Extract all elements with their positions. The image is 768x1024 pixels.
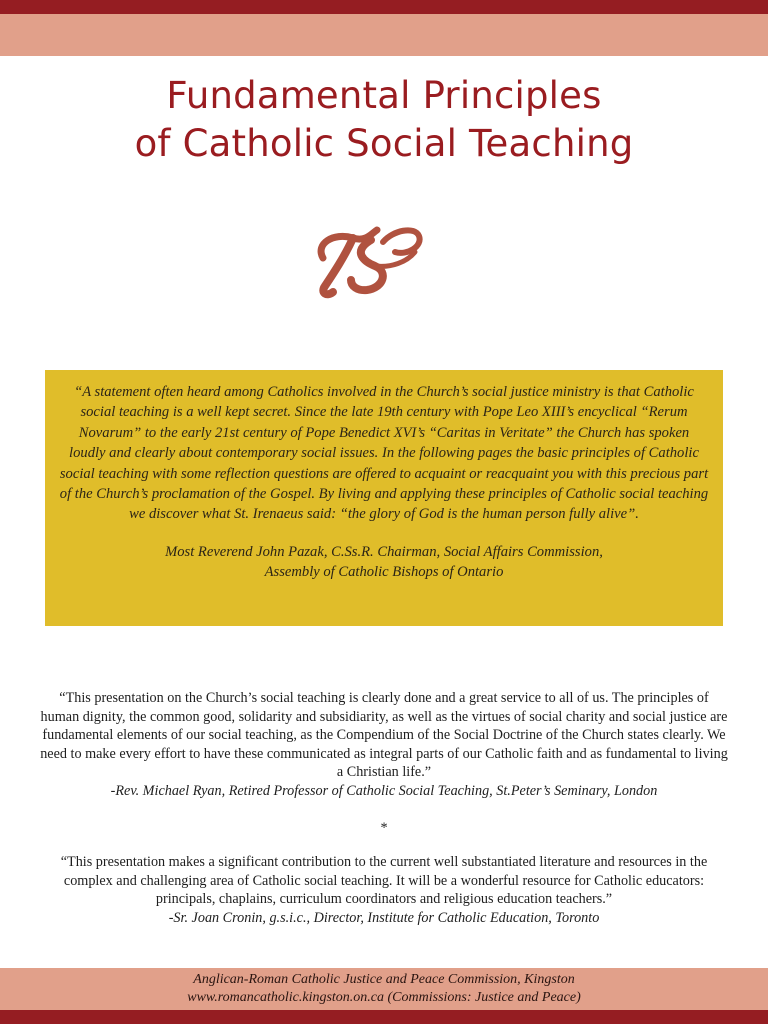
testimonial-text: “This presentation on the Church’s social teaching is clearly done and a great service to all of us. The principles of human dignity, the common good, solidarity and subsidiarity, as well as the virtues of social charity and social justice are fundamental elements of our social teaching, as the Compendium of the Social Doctrine of the Church states clearly. We need to make every effort to have these communicated as integral parts of our Catholic faith and as fundamental to living a Christian life.” xyxy=(40,690,728,781)
title-line-2: of Catholic Social Teaching xyxy=(134,122,634,165)
footer-band xyxy=(0,968,768,1010)
attribution-line-2: Assembly of Catholic Bishops of Ontario xyxy=(264,564,504,581)
attribution-line-1: Most Reverend John Pazak, C.Ss.R. Chairman, Social Affairs Commission, xyxy=(165,543,603,560)
testimonials-section xyxy=(40,689,728,928)
top-dark-band xyxy=(0,0,768,14)
testimonial-byline: -Sr. Joan Cronin, g.s.i.c., Director, Institute for Catholic Education, Toronto xyxy=(168,909,600,926)
footer-website: www.romancatholic.kingston.on.ca (Commissions: Justice and Peace) xyxy=(187,990,581,1005)
bottom-dark-band xyxy=(0,1010,768,1024)
testimonial-byline: -Rev. Michael Ryan, Retired Professor of Catholic Social Teaching, St.Peter’s Seminary, London xyxy=(110,782,658,799)
featured-quote-box xyxy=(45,370,723,626)
featured-quote-text: “A statement often heard among Catholics involved in the Church’s social justice ministry is that Catholic social teaching is a well kept secret. Since the late 19th century with Pope Leo XIII’s encyclical “Rerum Novarum” to the early 21st century of Pope Benedict XVI’s “Caritas in Veritate” the Church has spoken loudly and clearly about contemporary social issues. In the following pages the basic principles of Catholic social teaching with some reflection questions are offered to acquaint or reacquaint you with this precious part of the Church’s proclamation of the Gospel. By living and applying these principles of Catholic social teaching we discover what St. Irenaeus said: “the glory of God is the human person fully alive”. xyxy=(59,384,709,523)
page-title xyxy=(0,72,768,168)
footer-organization: Anglican-Roman Catholic Justice and Peace Commission, Kingston xyxy=(193,972,575,987)
title-line-1: Fundamental Principles xyxy=(166,74,602,117)
featured-quote-attribution xyxy=(59,542,709,583)
decorative-flourish-icon xyxy=(311,222,427,302)
testimonial-separator: * xyxy=(380,819,388,836)
testimonial-text: “This presentation makes a significant contribution to the current well substantiated literature and resources in the complex and challenging area of Catholic social teaching. It will be a wonderful resource for Catholic educators: principals, chaplains, curriculum coordinators and religious education teachers.” xyxy=(60,854,708,908)
top-light-band xyxy=(0,14,768,56)
